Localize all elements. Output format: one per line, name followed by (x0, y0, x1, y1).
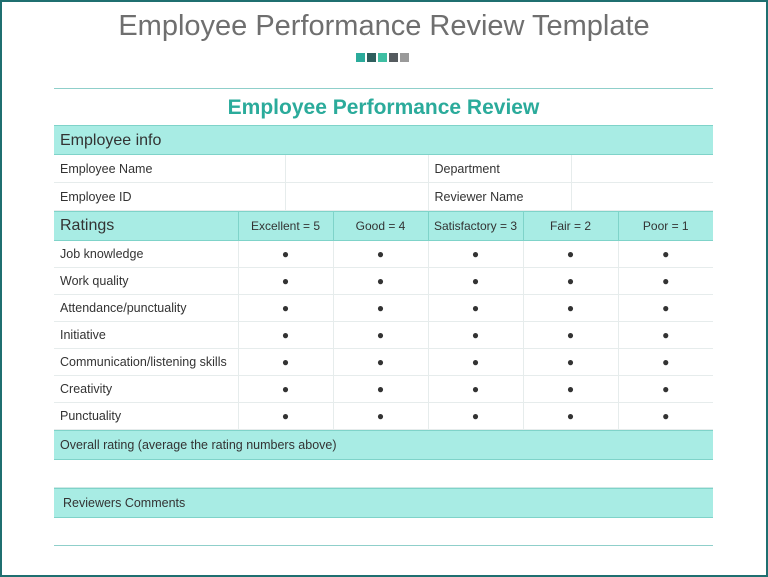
rating-option-dot[interactable]: ● (428, 376, 523, 403)
criterion-label: Communication/listening skills (54, 349, 238, 376)
overall-rating-field[interactable] (54, 460, 713, 488)
rating-option-dot[interactable]: ● (618, 403, 713, 430)
reviewer-name-field[interactable] (571, 183, 713, 211)
rating-option-dot[interactable]: ● (618, 268, 713, 295)
rating-option-dot[interactable]: ● (428, 322, 523, 349)
rating-option-dot[interactable]: ● (428, 349, 523, 376)
rating-option-dot[interactable]: ● (238, 403, 333, 430)
overall-rating-bar: Overall rating (average the rating numbers above) (54, 430, 713, 460)
employee-id-field[interactable] (285, 183, 428, 211)
rating-option-dot[interactable]: ● (238, 349, 333, 376)
employee-info-table (54, 155, 713, 211)
rating-option-dot[interactable]: ● (428, 241, 523, 268)
rating-row (54, 349, 713, 376)
rating-row (54, 403, 713, 430)
criterion-label: Creativity (54, 376, 238, 403)
rating-row (54, 295, 713, 322)
rating-option-dot[interactable]: ● (333, 268, 428, 295)
department-label: Department (428, 155, 571, 183)
scale-satisfactory: Satisfactory = 3 (428, 212, 523, 241)
ratings-heading: Ratings (54, 212, 238, 241)
employee-info-heading: Employee info (54, 125, 713, 155)
accent-squares (356, 53, 409, 62)
rating-option-dot[interactable]: ● (618, 349, 713, 376)
accent-square (356, 53, 365, 62)
rating-option-dot[interactable]: ● (523, 268, 618, 295)
page-title: Employee Performance Review Template (118, 10, 650, 42)
rating-option-dot[interactable]: ● (333, 322, 428, 349)
rating-option-dot[interactable]: ● (618, 322, 713, 349)
department-field[interactable] (571, 155, 713, 183)
rating-option-dot[interactable]: ● (333, 403, 428, 430)
rating-option-dot[interactable]: ● (238, 322, 333, 349)
rating-option-dot[interactable]: ● (333, 376, 428, 403)
rating-option-dot[interactable]: ● (428, 295, 523, 322)
rating-option-dot[interactable]: ● (523, 403, 618, 430)
reviewer-comments-field[interactable] (54, 518, 713, 546)
criterion-label: Job knowledge (54, 241, 238, 268)
criterion-label: Initiative (54, 322, 238, 349)
scale-excellent: Excellent = 5 (238, 212, 333, 241)
accent-square (367, 53, 376, 62)
rating-option-dot[interactable]: ● (618, 376, 713, 403)
criterion-label: Attendance/punctuality (54, 295, 238, 322)
accent-square (378, 53, 387, 62)
scale-good: Good = 4 (333, 212, 428, 241)
rating-option-dot[interactable]: ● (523, 376, 618, 403)
employee-name-label: Employee Name (54, 155, 285, 183)
info-row (54, 155, 713, 183)
rating-option-dot[interactable]: ● (618, 295, 713, 322)
criterion-label: Work quality (54, 268, 238, 295)
rating-option-dot[interactable]: ● (523, 241, 618, 268)
rating-row (54, 241, 713, 268)
review-form (54, 88, 713, 546)
rating-option-dot[interactable]: ● (428, 268, 523, 295)
criterion-label: Punctuality (54, 403, 238, 430)
reviewer-comments-bar: Reviewers Comments (54, 488, 713, 518)
scale-poor: Poor = 1 (618, 212, 713, 241)
rating-option-dot[interactable]: ● (523, 322, 618, 349)
rating-row (54, 376, 713, 403)
rating-option-dot[interactable]: ● (333, 349, 428, 376)
info-row (54, 183, 713, 211)
form-title: Employee Performance Review (227, 96, 540, 119)
rating-option-dot[interactable]: ● (523, 295, 618, 322)
scale-fair: Fair = 2 (523, 212, 618, 241)
rating-option-dot[interactable]: ● (238, 241, 333, 268)
ratings-table (54, 211, 713, 430)
rating-row (54, 268, 713, 295)
accent-square (389, 53, 398, 62)
rating-option-dot[interactable]: ● (238, 295, 333, 322)
rating-option-dot[interactable]: ● (333, 241, 428, 268)
accent-square (400, 53, 409, 62)
employee-name-field[interactable] (285, 155, 428, 183)
employee-id-label: Employee ID (54, 183, 285, 211)
rating-option-dot[interactable]: ● (238, 376, 333, 403)
rating-option-dot[interactable]: ● (428, 403, 523, 430)
rating-row (54, 322, 713, 349)
reviewer-name-label: Reviewer Name (428, 183, 571, 211)
rating-option-dot[interactable]: ● (238, 268, 333, 295)
ratings-header-row (54, 212, 713, 241)
rating-option-dot[interactable]: ● (618, 241, 713, 268)
rating-option-dot[interactable]: ● (333, 295, 428, 322)
rating-option-dot[interactable]: ● (523, 349, 618, 376)
